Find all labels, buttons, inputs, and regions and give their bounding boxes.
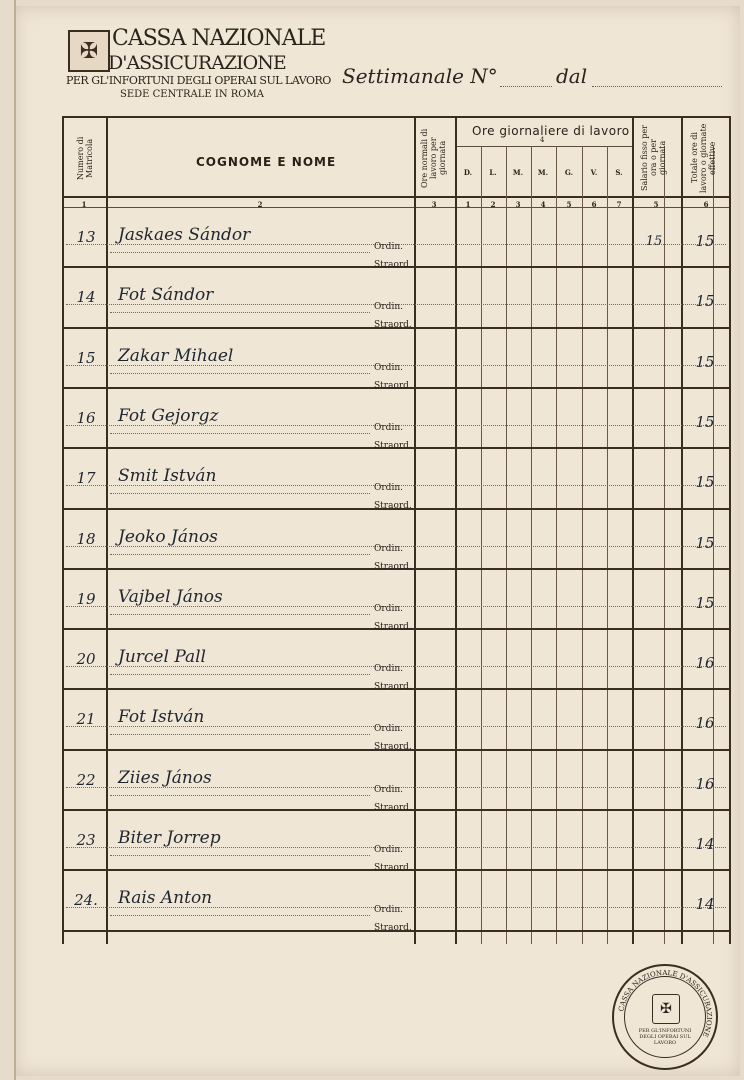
col-ore-giornaliere-num: 4 <box>540 136 545 144</box>
name-underline <box>110 554 370 555</box>
matricola-number: 19 <box>76 589 96 608</box>
totale-value: 15 <box>695 292 715 311</box>
matricola-number: 23 <box>76 831 96 849</box>
column-number: 6 <box>591 200 597 209</box>
column-number: 1 <box>465 200 471 209</box>
totale-value: 15 <box>695 412 715 431</box>
day-header: M. <box>512 168 524 177</box>
org-seat: SEDE CENTRALE IN ROMA <box>120 89 264 100</box>
coat-of-arms-icon: ✠ <box>68 30 110 72</box>
ordinario-label: Ordin. <box>374 422 403 433</box>
ordinario-label: Ordin. <box>374 603 403 614</box>
straordinario-label: Straord. <box>374 501 412 512</box>
ordinario-label: Ordin. <box>374 784 403 795</box>
col-ore-normali-header: Ore normali di lavoro per giornata <box>420 128 447 188</box>
ordinario-label: Ordin. <box>374 845 403 855</box>
day-header: S. <box>615 168 623 177</box>
name-underline <box>110 252 370 253</box>
worker-name: Rais Anton <box>118 888 213 909</box>
matricola-number: 14 <box>76 288 96 307</box>
worker-name: Fot István <box>118 707 205 728</box>
totale-value: 15 <box>695 352 715 371</box>
svg-text:CASSA NAZIONALE D'ASSICURAZION: CASSA NAZIONALE D'ASSICURAZIONE <box>617 968 714 1039</box>
name-underline <box>110 734 370 735</box>
col-matricola-header: Numero di Matricola <box>76 136 94 180</box>
column-number: 3 <box>431 200 437 209</box>
ordinario-label: Ordin. <box>374 724 403 735</box>
totale-value: 16 <box>695 774 715 793</box>
column-number: 3 <box>515 200 521 209</box>
column-number: 5 <box>653 200 659 209</box>
straordinario-label: Straord. <box>374 561 412 572</box>
day-header: D. <box>463 168 473 177</box>
worker-name: Biter Jorrep <box>118 828 221 848</box>
worker-name: Zakar Mihael <box>118 345 234 366</box>
day-header: M. <box>537 168 549 177</box>
straordinario-label: Straord. <box>374 802 412 813</box>
matricola-number: 15 <box>76 348 96 367</box>
column-number: 1 <box>81 200 87 209</box>
org-name-line2: D'ASSICURAZIONE <box>108 52 286 74</box>
totale-value: 16 <box>695 654 715 673</box>
name-underline <box>110 373 370 374</box>
straordinario-label: Straord. <box>374 682 412 693</box>
official-stamp <box>612 964 718 1070</box>
ordinario-label: Ordin. <box>374 242 403 252</box>
worker-name: Vajbel János <box>118 586 223 607</box>
matricola-number: 13 <box>76 228 96 246</box>
column-number: 7 <box>616 200 622 209</box>
matricola-number: 24. <box>74 891 98 910</box>
org-name-line1: CASSA NAZIONALE <box>112 26 326 51</box>
column-number: 4 <box>540 200 546 209</box>
matricola-number: 21 <box>76 710 96 729</box>
col-salario-header: Salario fisso per ora o per giornata <box>640 125 667 191</box>
totale-value: 14 <box>695 895 715 914</box>
col-ore-giornaliere-header: Ore giornaliere di lavoro <box>472 124 630 138</box>
worker-name: Fot Gejorgz <box>118 405 219 426</box>
column-number: 6 <box>703 200 709 209</box>
straordinario-label: Straord. <box>374 440 412 451</box>
ordinario-label: Ordin. <box>374 362 403 373</box>
name-underline <box>110 433 370 434</box>
matricola-number: 18 <box>76 529 96 548</box>
column-number: 5 <box>566 200 572 209</box>
totale-value: 14 <box>695 835 715 853</box>
straordinario-label: Straord. <box>374 380 412 391</box>
ordinario-label: Ordin. <box>374 664 403 675</box>
ordinario-label: Ordin. <box>374 905 403 916</box>
matricola-number: 22 <box>76 770 96 789</box>
totale-value: 15 <box>695 473 715 492</box>
straordinario-label: Straord. <box>374 863 412 873</box>
worker-name: Jaskaes Sándor <box>118 225 251 245</box>
totale-value: 15 <box>695 232 715 250</box>
worker-name: Ziies János <box>118 767 212 788</box>
stamp-subtext: PER GL'INFORTUNI DEGLI OPERAI SUL LAVORO <box>638 1028 692 1046</box>
straordinario-label: Straord. <box>374 621 412 632</box>
straordinario-label: Straord. <box>374 320 412 331</box>
straordinario-label: Straord. <box>374 742 412 753</box>
ordinario-label: Ordin. <box>374 483 403 494</box>
worker-name: Jeoko János <box>118 526 218 547</box>
matricola-number: 16 <box>76 408 96 427</box>
straordinario-label: Straord. <box>374 260 412 270</box>
day-header: L. <box>489 168 497 177</box>
name-underline <box>110 795 370 796</box>
col-cognome-header: COGNOME E NOME <box>196 155 337 169</box>
org-name-line3: PER GL'INFORTUNI DEGLI OPERAI SUL LAVORO <box>66 74 331 87</box>
settimanale-label: Settimanale N° <box>342 64 498 88</box>
ordinario-label: Ordin. <box>374 302 403 313</box>
name-underline <box>110 915 370 916</box>
salario-value: 15 <box>645 234 663 249</box>
name-underline <box>110 614 370 615</box>
day-header: V. <box>590 168 598 177</box>
name-underline <box>110 674 370 675</box>
worker-name: Smit István <box>118 466 217 487</box>
totale-value: 15 <box>695 593 715 612</box>
straordinario-label: Straord. <box>374 923 412 934</box>
totale-value: 15 <box>695 533 715 552</box>
dal-label: dal <box>556 64 588 88</box>
worker-name: Jurcel Pall <box>118 647 206 668</box>
column-number: 2 <box>490 200 496 209</box>
worker-name: Fot Sándor <box>118 285 214 306</box>
col-totale-header: Totale ore di lavoro o giornate effettive <box>690 123 717 193</box>
name-underline <box>110 312 370 313</box>
stamp-coat-of-arms-icon: ✠ <box>652 994 680 1024</box>
matricola-number: 17 <box>76 469 96 488</box>
day-header: G. <box>564 168 574 177</box>
column-number: 2 <box>257 200 263 209</box>
name-underline <box>110 855 370 856</box>
totale-value: 16 <box>695 714 715 733</box>
ordinario-label: Ordin. <box>374 543 403 554</box>
name-underline <box>110 493 370 494</box>
matricola-number: 20 <box>76 650 96 669</box>
